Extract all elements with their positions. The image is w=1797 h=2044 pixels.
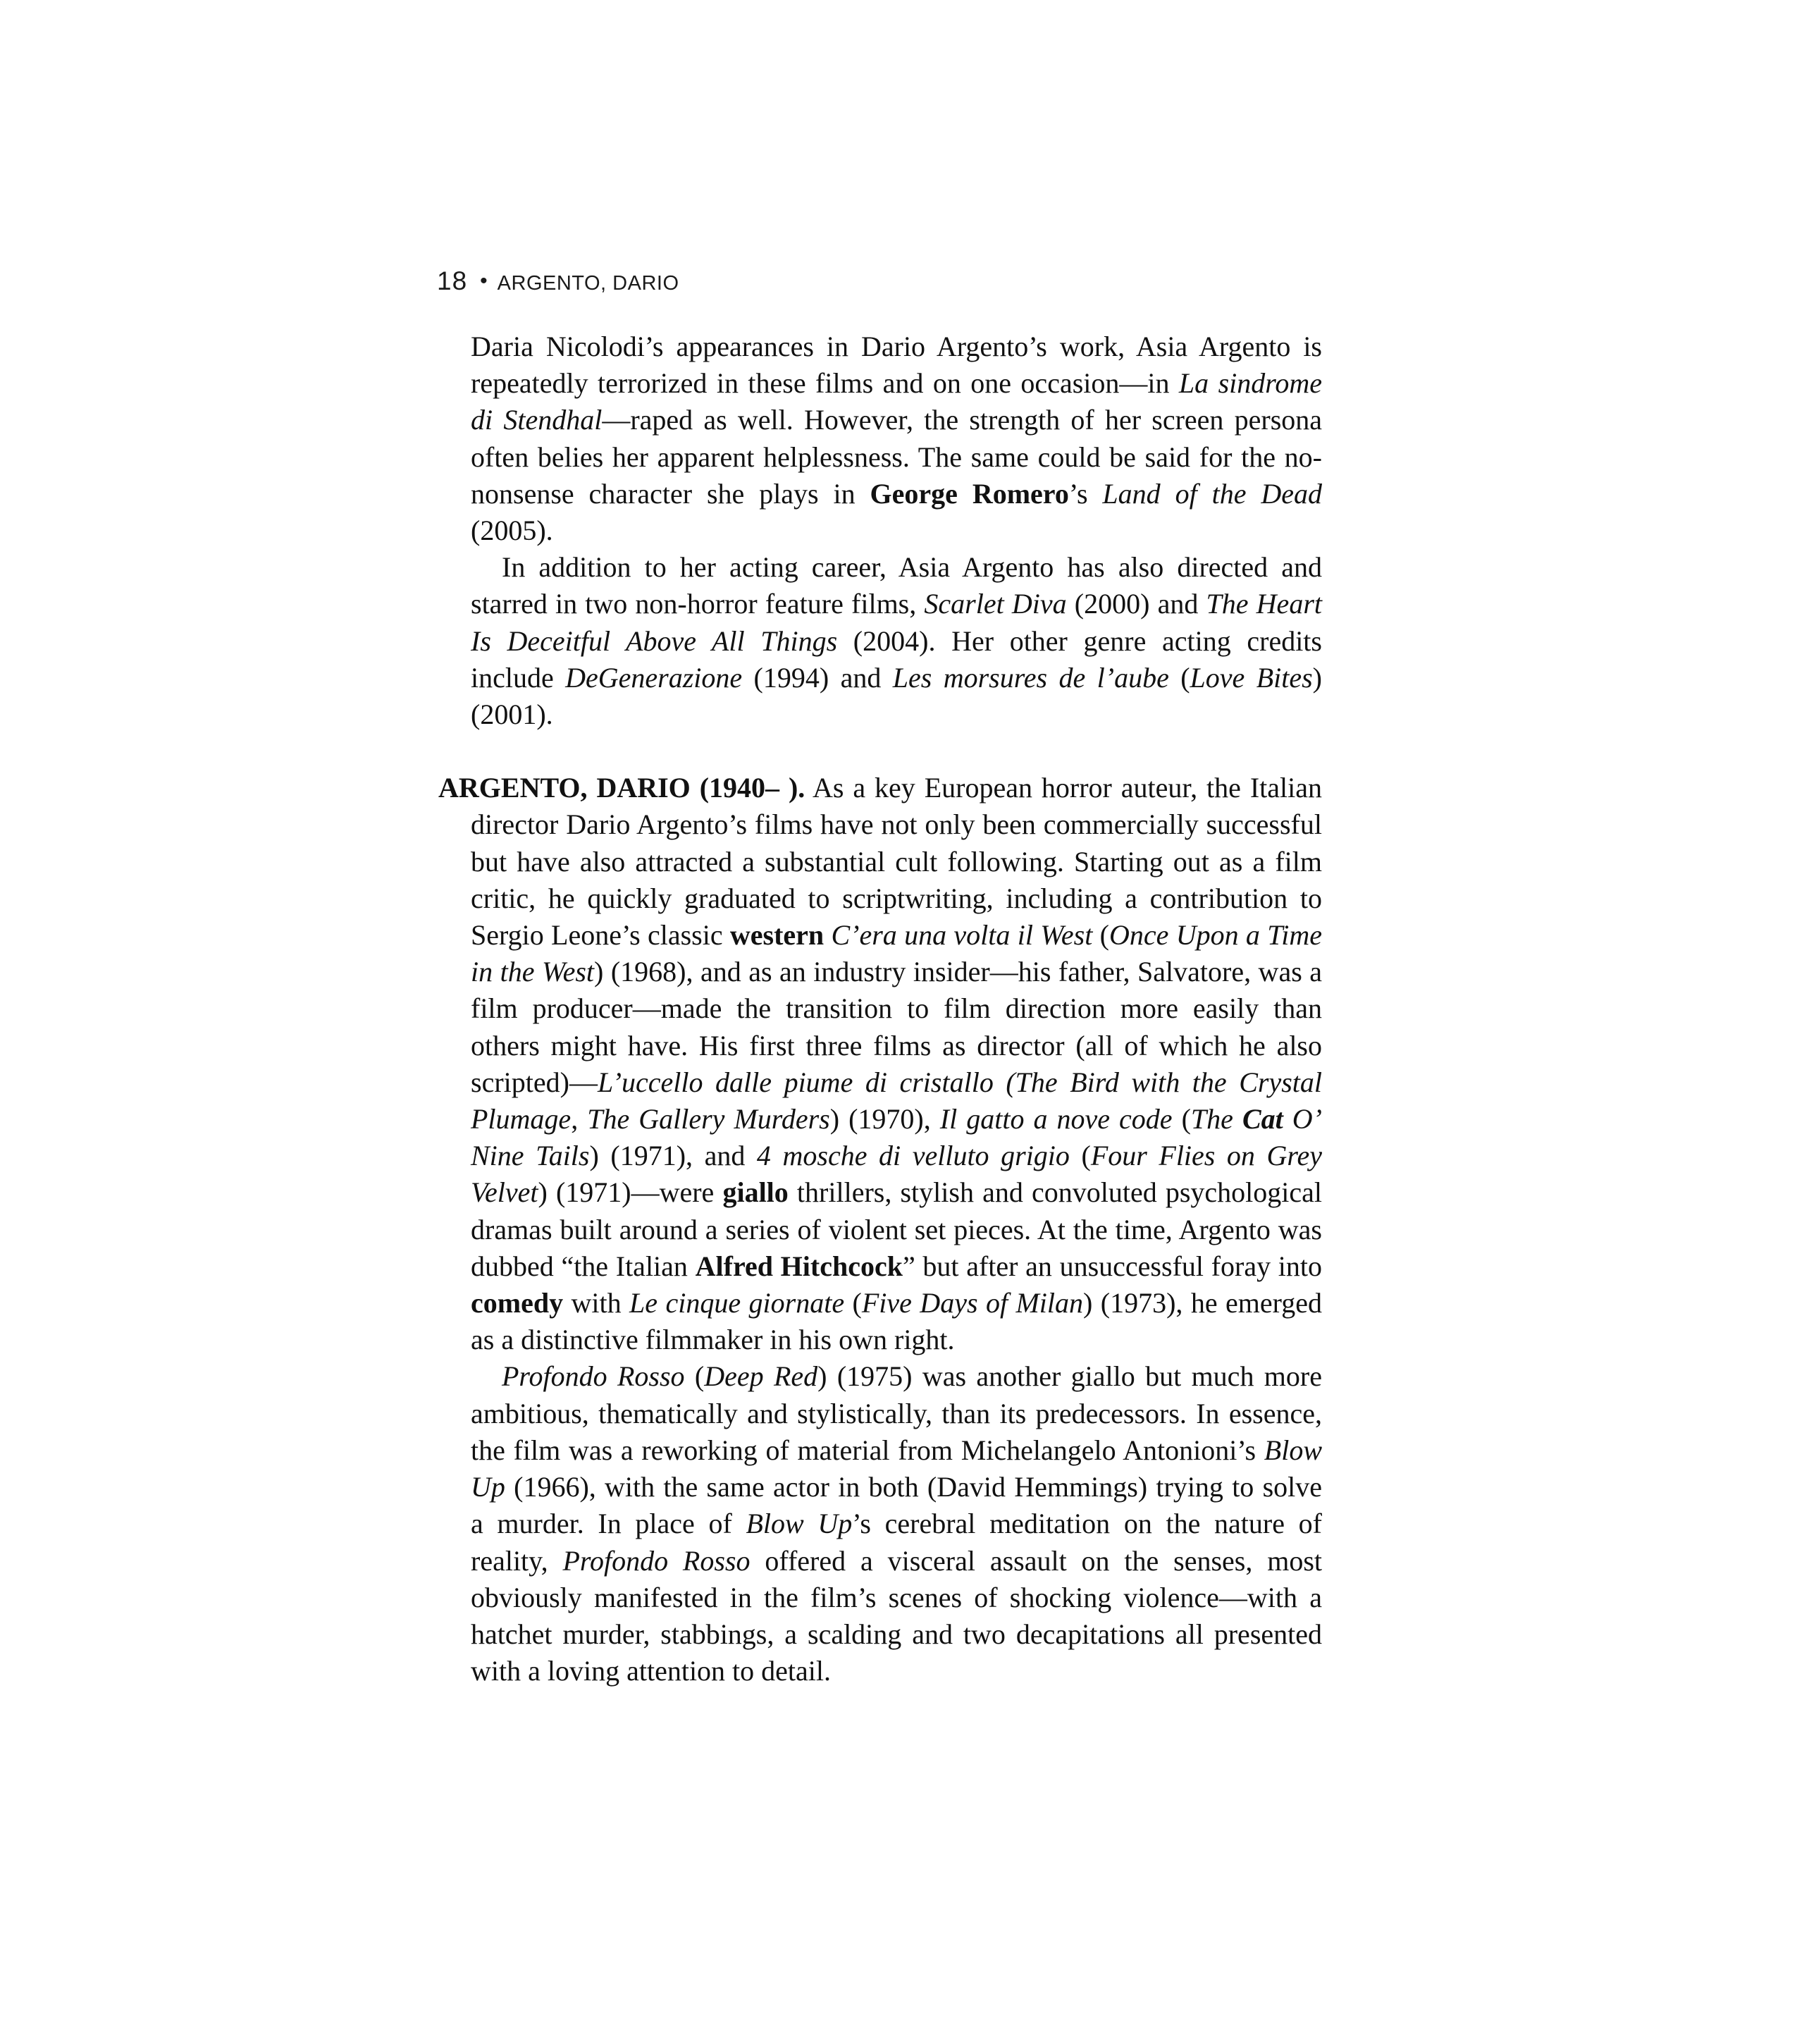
running-head [437,266,679,309]
continued-paragraph-2: In addition to her acting career, Asia Argento has also directed and starred in two non-horror feature films, Scarlet Diva (2000) and The Heart Is Deceitful Above All Things (2004). Her other genre acting credits include DeGenerazione (1994) and Les morsures de l’aube (Love Bites) (2001). [471,551,1322,731]
entry-headword: ARGENTO, DARIO (1940– ). [438,772,805,804]
italic-title: Four Flies on Grey Velvet [471,1140,1322,1209]
italic-title: Deep Red [704,1360,818,1393]
bold-cross-reference: comedy [471,1287,564,1319]
bold-cross-reference: western [729,919,825,952]
italic-title: Il gatto a nove code [939,1103,1173,1135]
italic-title: Once Upon a Time in the West [471,919,1322,988]
italic-title: La sindrome di Stendhal [471,367,1322,436]
italic-title: Profondo Rosso [502,1360,685,1393]
italic-title: The Gallery Murders [587,1103,830,1135]
body-text [438,328,1323,1689]
bullet-separator: • [480,269,488,293]
running-head-title: ARGENTO, DARIO [497,272,679,295]
italic-title: Land of the Dead [1102,477,1322,510]
italic-title: C’era una volta il West [831,919,1093,952]
italic-title: Les morsures de l’aube [892,661,1169,694]
italic-title: O’ Nine Tails [471,1103,1322,1172]
continued-paragraph-1: Daria Nicolodi’s appearances in Dario Argento’s work, Asia Argento is repeatedly terrorized in these films and on one occasion—in La sindrome di Stendhal—raped as well. However, the strength of her screen persona often belies her apparent helplessness. The same could be said for the no-nonsense character she plays in George Romero’s Land of the Dead (2005). [471,331,1323,547]
bold-cross-reference: giallo [722,1176,789,1209]
entry-paragraph-1 [438,770,1322,1358]
bold-cross-reference: George Romero [870,477,1069,510]
entry-paragraph-2: Profondo Rosso (Deep Red) (1975) was another giallo but much more ambitious, thematically and stylistically, than its predecessors. In essence, the film was a reworking of material from Michelangelo Antonioni’s Blow Up (1966), with the same actor in both (David Hemmings) trying to solve a murder. In place of Blow Up’s cerebral meditation on the nature of reality, Profondo Rosso offered a visceral assault on the senses, most obviously manifested in the film’s scenes of shocking violence—with a hatchet murder, stabbings, a scalding and two decapitations all presented with a loving attention to detail. [471,1360,1322,1687]
italic-title: The [1190,1103,1242,1135]
page-number: 18 [437,266,468,295]
italic-title: 4 mosche di velluto grigio [756,1140,1070,1172]
bold-cross-reference: Alfred Hitchcock [695,1250,903,1282]
italic-title: Love Bites [1190,661,1313,694]
italic-title: Blow Up [746,1508,853,1540]
italic-title: DeGenerazione [565,661,743,694]
italic-title: Scarlet Diva [924,588,1067,620]
bold-italic-text: Cat [1242,1103,1283,1135]
italic-title: Blow Up [471,1434,1322,1503]
entry-paragraph-1-text: As a key European horror auteur, the Italian director Dario Argento’s films have not only been commercially successful but have also attracted a substantial cult following. Starting out as a film critic, he quickly graduated to scriptwriting, including a contribution to Sergio Leone’s classic western C’era una volta il West (Once Upon a Time in the West) (1968), and as an industry insider—his father, Salvatore, was a film producer—made the transition to film direction more easily than others might have. His first three films as director (all of which he also scripted)—L’uccello dalle piume di cristallo (The Bird with the Crystal Plumage, The Gallery Murders) (1970), Il gatto a nove code (The Cat O’ Nine Tails) (1971), and 4 mosche di velluto grigio (Four Flies on Grey Velvet) (1971)—were giallo thrillers, stylish and convoluted psychological dramas built around a series of violent set pieces. At the time, Argento was dubbed “the Italian Alfred Hitchcock” but after an unsuccessful foray into comedy with Le cinque giornate (Five Days of Milan) (1973), he emerged as a distinctive filmmaker in his own right. [471,772,1323,1356]
italic-title: The Heart Is Deceitful Above All Things [471,588,1322,657]
italic-title: Profondo Rosso [562,1544,751,1577]
italic-title: Five Days of Milan [861,1287,1084,1319]
italic-title: Le cinque giornate [629,1287,845,1319]
italic-title: L’uccello dalle piume di cristallo (The Bird with the Crystal Plumage [471,1066,1322,1135]
